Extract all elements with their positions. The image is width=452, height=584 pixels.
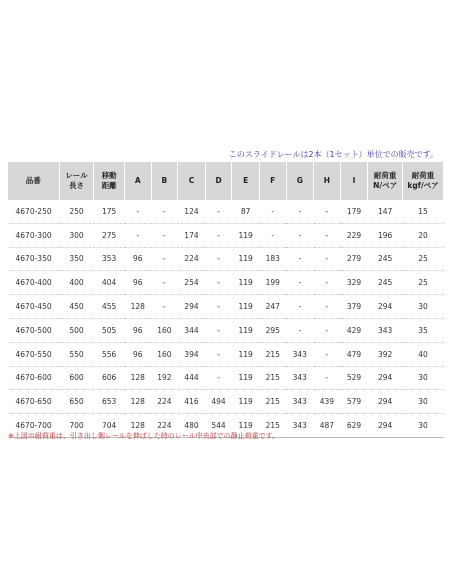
table-cell: 416 <box>178 390 206 414</box>
table-cell: 353 <box>94 247 125 271</box>
table-cell: 295 <box>259 318 286 342</box>
table-cell: 704 <box>94 414 125 438</box>
table-cell: 87 <box>232 200 260 223</box>
table-cell: 529 <box>340 366 368 390</box>
table-cell: 294 <box>368 390 403 414</box>
table-row <box>8 223 444 247</box>
load-capacity-note: ※上図の耐荷重は、引き出し側レールを伸ばした時のレール中央部での静止荷重です。 <box>8 432 280 440</box>
column-header: C <box>178 162 206 200</box>
table-cell: 224 <box>151 390 178 414</box>
table-cell: 275 <box>94 223 125 247</box>
table-cell: 183 <box>259 247 286 271</box>
table-cell: 147 <box>368 200 403 223</box>
table-cell: 279 <box>340 247 368 271</box>
table-cell: 4670-500 <box>8 318 59 342</box>
table-cell: 606 <box>94 366 125 390</box>
table-cell: 343 <box>286 342 314 366</box>
column-header: 耐荷重 N/ペア <box>368 162 403 200</box>
table-cell: 35 <box>403 318 444 342</box>
table-cell: 160 <box>151 318 178 342</box>
table-cell: 480 <box>178 414 206 438</box>
table-cell: 245 <box>368 247 403 271</box>
table-cell: - <box>205 342 232 366</box>
table-cell: 344 <box>178 318 206 342</box>
table-cell: - <box>314 223 341 247</box>
table-cell: 119 <box>232 223 260 247</box>
table-cell: 294 <box>368 366 403 390</box>
table-cell: 4670-300 <box>8 223 59 247</box>
table-cell: 128 <box>125 414 152 438</box>
table-cell: 128 <box>125 366 152 390</box>
table-cell: 343 <box>286 366 314 390</box>
column-header: F <box>259 162 286 200</box>
table-cell: 343 <box>286 390 314 414</box>
table-header-row <box>8 162 444 200</box>
table-cell: - <box>286 223 314 247</box>
table-cell: 4670-350 <box>8 247 59 271</box>
table-cell: 215 <box>259 366 286 390</box>
table-cell: - <box>314 271 341 295</box>
table-cell: 224 <box>151 414 178 438</box>
column-header: B <box>151 162 178 200</box>
table-cell: 653 <box>94 390 125 414</box>
table-row <box>8 247 444 271</box>
table-cell: 25 <box>403 247 444 271</box>
table-cell: - <box>286 295 314 319</box>
table-cell: - <box>286 271 314 295</box>
table-cell: - <box>125 223 152 247</box>
table-cell: 392 <box>368 342 403 366</box>
table-cell: 404 <box>94 271 125 295</box>
sales-unit-note: このスライドレールは2本（1セット）単位での販売です。 <box>228 150 438 159</box>
table-row <box>8 271 444 295</box>
table-cell: - <box>205 318 232 342</box>
table-cell: 15 <box>403 200 444 223</box>
table-cell: 4670-700 <box>8 414 59 438</box>
table-row <box>8 342 444 366</box>
table-row <box>8 295 444 319</box>
slide-rail-spec-table <box>8 162 444 438</box>
table-cell: 294 <box>368 414 403 438</box>
table-cell: - <box>151 223 178 247</box>
table-cell: 4670-550 <box>8 342 59 366</box>
table-cell: 119 <box>232 295 260 319</box>
table-cell: 119 <box>232 390 260 414</box>
table-cell: 394 <box>178 342 206 366</box>
table-cell: 429 <box>340 318 368 342</box>
table-cell: - <box>151 295 178 319</box>
table-cell: 160 <box>151 342 178 366</box>
table-cell: - <box>286 318 314 342</box>
table-cell: 40 <box>403 342 444 366</box>
table-cell: 247 <box>259 295 286 319</box>
table-cell: 30 <box>403 390 444 414</box>
table-cell: 245 <box>368 271 403 295</box>
table-row <box>8 390 444 414</box>
table-cell: 4670-400 <box>8 271 59 295</box>
table-cell: 128 <box>125 390 152 414</box>
table-cell: 119 <box>232 342 260 366</box>
table-cell: - <box>151 271 178 295</box>
table-cell: 128 <box>125 295 152 319</box>
table-cell: 96 <box>125 271 152 295</box>
table-cell: - <box>259 223 286 247</box>
table-cell: 119 <box>232 318 260 342</box>
table-cell: - <box>151 200 178 223</box>
table-cell: - <box>205 366 232 390</box>
column-header: レール 長さ <box>59 162 94 200</box>
table-cell: 30 <box>403 414 444 438</box>
column-header: E <box>232 162 260 200</box>
column-header: G <box>286 162 314 200</box>
table-cell: - <box>314 342 341 366</box>
table-cell: 294 <box>178 295 206 319</box>
table-cell: 124 <box>178 200 206 223</box>
table-cell: - <box>151 247 178 271</box>
table-cell: 544 <box>205 414 232 438</box>
table-cell: 550 <box>59 342 94 366</box>
table-row <box>8 200 444 223</box>
table-cell: - <box>314 247 341 271</box>
table-cell: 199 <box>259 271 286 295</box>
table-cell: 455 <box>94 295 125 319</box>
table-cell: 400 <box>59 271 94 295</box>
table-cell: 224 <box>178 247 206 271</box>
table-cell: - <box>205 247 232 271</box>
table-cell: - <box>314 295 341 319</box>
table-cell: 479 <box>340 342 368 366</box>
table-cell: 487 <box>314 414 341 438</box>
table-cell: 119 <box>232 366 260 390</box>
table-cell: 229 <box>340 223 368 247</box>
table-cell: 579 <box>340 390 368 414</box>
table-cell: 20 <box>403 223 444 247</box>
table-body <box>8 200 444 437</box>
table-cell: 700 <box>59 414 94 438</box>
table-cell: 444 <box>178 366 206 390</box>
table-cell: 215 <box>259 414 286 438</box>
table-cell: 250 <box>59 200 94 223</box>
table-cell: 254 <box>178 271 206 295</box>
table-cell: 4670-250 <box>8 200 59 223</box>
table-row <box>8 366 444 390</box>
column-header: I <box>340 162 368 200</box>
table-cell: 629 <box>340 414 368 438</box>
table-cell: - <box>205 271 232 295</box>
table-cell: 175 <box>94 200 125 223</box>
table-cell: 30 <box>403 295 444 319</box>
table-cell: 556 <box>94 342 125 366</box>
table-cell: 439 <box>314 390 341 414</box>
table-cell: - <box>205 295 232 319</box>
table-cell: 119 <box>232 414 260 438</box>
table-cell: 650 <box>59 390 94 414</box>
table-cell: 96 <box>125 318 152 342</box>
table-cell: 196 <box>368 223 403 247</box>
column-header: H <box>314 162 341 200</box>
column-header: 耐荷重 kgf/ペア <box>403 162 444 200</box>
table-cell: 294 <box>368 295 403 319</box>
table-cell: - <box>286 200 314 223</box>
table-cell: 4670-600 <box>8 366 59 390</box>
table-cell: 450 <box>59 295 94 319</box>
table-cell: 494 <box>205 390 232 414</box>
table-cell: 174 <box>178 223 206 247</box>
table-cell: 215 <box>259 390 286 414</box>
table-cell: 350 <box>59 247 94 271</box>
table-cell: 4670-650 <box>8 390 59 414</box>
table-cell: 4670-450 <box>8 295 59 319</box>
table-cell: 600 <box>59 366 94 390</box>
table-cell: 329 <box>340 271 368 295</box>
table-cell: 119 <box>232 271 260 295</box>
column-header: 移動 距離 <box>94 162 125 200</box>
table-cell: - <box>314 318 341 342</box>
table-cell: - <box>259 200 286 223</box>
table-cell: - <box>125 200 152 223</box>
table-cell: 215 <box>259 342 286 366</box>
table-cell: 500 <box>59 318 94 342</box>
table-cell: - <box>205 223 232 247</box>
table-cell: 379 <box>340 295 368 319</box>
column-header: D <box>205 162 232 200</box>
table-cell: 505 <box>94 318 125 342</box>
table-cell: - <box>286 247 314 271</box>
table-cell: 119 <box>232 247 260 271</box>
table-cell: - <box>314 200 341 223</box>
table-cell: - <box>314 366 341 390</box>
table-cell: 343 <box>286 414 314 438</box>
table-cell: 96 <box>125 247 152 271</box>
table-cell: 179 <box>340 200 368 223</box>
table-cell: 300 <box>59 223 94 247</box>
table-cell: - <box>205 200 232 223</box>
column-header: A <box>125 162 152 200</box>
table-cell: 192 <box>151 366 178 390</box>
table-cell: 30 <box>403 366 444 390</box>
table-row <box>8 318 444 342</box>
table-cell: 25 <box>403 271 444 295</box>
column-header: 品番 <box>8 162 59 200</box>
table-cell: 96 <box>125 342 152 366</box>
table-cell: 343 <box>368 318 403 342</box>
